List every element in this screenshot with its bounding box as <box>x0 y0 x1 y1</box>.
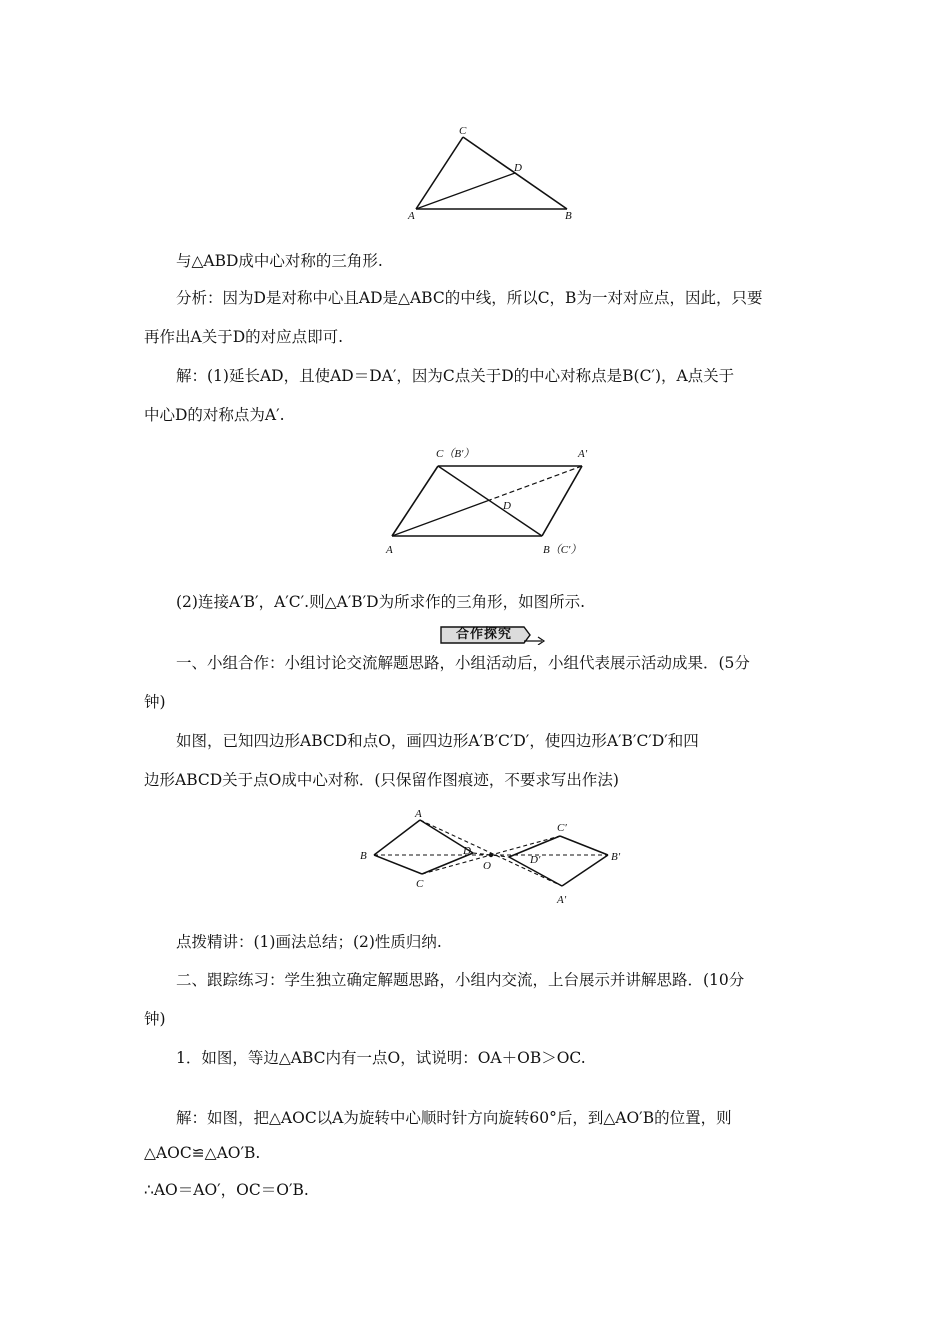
parallelogram-figure <box>380 440 620 566</box>
practice-line-1: 二、跟踪练习：学生独立确定解题思路，小组内交流，上台展示并讲解思路．(10分 <box>176 971 745 989</box>
label-o: O <box>483 860 491 872</box>
segment-a-d <box>392 501 487 536</box>
segment-ab <box>374 820 420 855</box>
segment-bc <box>374 855 422 874</box>
section-badge <box>440 625 546 645</box>
solution-step-2: (2)连接A′B′，A′C′.则△A′B′D为所求作的三角形，如图所示. <box>176 593 585 611</box>
quadrilateral-symmetry-figure <box>352 806 632 908</box>
label-c-bprime: C（B′） <box>436 448 475 460</box>
label-a: A <box>415 808 422 820</box>
segment-d-aprime-dashed <box>487 466 582 501</box>
label-aprime: A′ <box>557 894 567 906</box>
intro-line: 与△ABD成中心对称的三角形. <box>176 252 383 270</box>
practice-line-2: 钟) <box>144 1010 166 1028</box>
segment-b-aprime <box>542 466 582 536</box>
label-bprime: B′ <box>611 851 621 863</box>
point-o <box>489 853 493 857</box>
label-dprime: D′ <box>530 854 541 866</box>
label-d: D <box>514 162 522 174</box>
triangle-figure <box>400 122 590 226</box>
analysis-line-2: 再作出A关于D的对应点即可. <box>144 328 344 346</box>
label-a: A <box>386 544 393 556</box>
label-b: B <box>565 210 572 222</box>
label-a: A <box>408 210 415 222</box>
exercise-solution-line-3: ∴AO＝AO′，OC＝O′B. <box>144 1181 309 1199</box>
problem-line-2: 边形ABCD关于点O成中心对称．(只保留作图痕迹，不要求写出作法) <box>144 771 619 789</box>
label-d: D <box>463 845 471 857</box>
solution-line-1: 解：(1)延长AD，且使AD＝DA′，因为C点关于D的中心对称点是B(C′)，A点关于 <box>176 367 735 385</box>
exercise-solution-line-1: 解：如图，把△AOC以A为旋转中心顺时针方向旋转60°后，到△AO′B的位置，则 <box>176 1109 732 1127</box>
tips-line: 点拨精讲：(1)画法总结；(2)性质归纳. <box>176 933 442 951</box>
problem-line-1: 如图，已知四边形ABCD和点O，画四边形A′B′C′D′，使四边形A′B′C′D′和四 <box>176 732 699 750</box>
label-c: C <box>459 125 467 137</box>
segment-ca <box>416 137 463 209</box>
exercise-1: 1．如图，等边△ABC内有一点O，试说明：OA＋OB＞OC. <box>176 1049 586 1067</box>
label-cprime: C′ <box>557 822 567 834</box>
label-b-cprime: B（C′） <box>543 544 582 556</box>
segment-c-b <box>438 466 542 536</box>
label-d: D <box>503 500 511 512</box>
badge-label: 合作探究 <box>455 627 512 642</box>
label-aprime: A′ <box>578 448 588 460</box>
segment-a-c <box>392 466 438 536</box>
segment-bprime-cprime <box>560 836 608 855</box>
segment-ad <box>416 173 515 209</box>
solution-line-2: 中心D的对称点为A′. <box>144 406 285 424</box>
analysis-line-1: 分析：因为D是对称中心且AD是△ABC的中线，所以C，B为一对对应点，因此，只要 <box>176 289 763 307</box>
exercise-solution-line-2: △AOC≌△AO′B. <box>144 1144 261 1162</box>
label-b: B <box>360 850 367 862</box>
segment-aprime-bprime <box>562 855 608 886</box>
group-work-line-2: 钟) <box>144 693 166 711</box>
label-c: C <box>416 878 424 890</box>
group-work-line-1: 一、小组合作：小组讨论交流解题思路，小组活动后，小组代表展示活动成果．(5分 <box>176 654 750 672</box>
